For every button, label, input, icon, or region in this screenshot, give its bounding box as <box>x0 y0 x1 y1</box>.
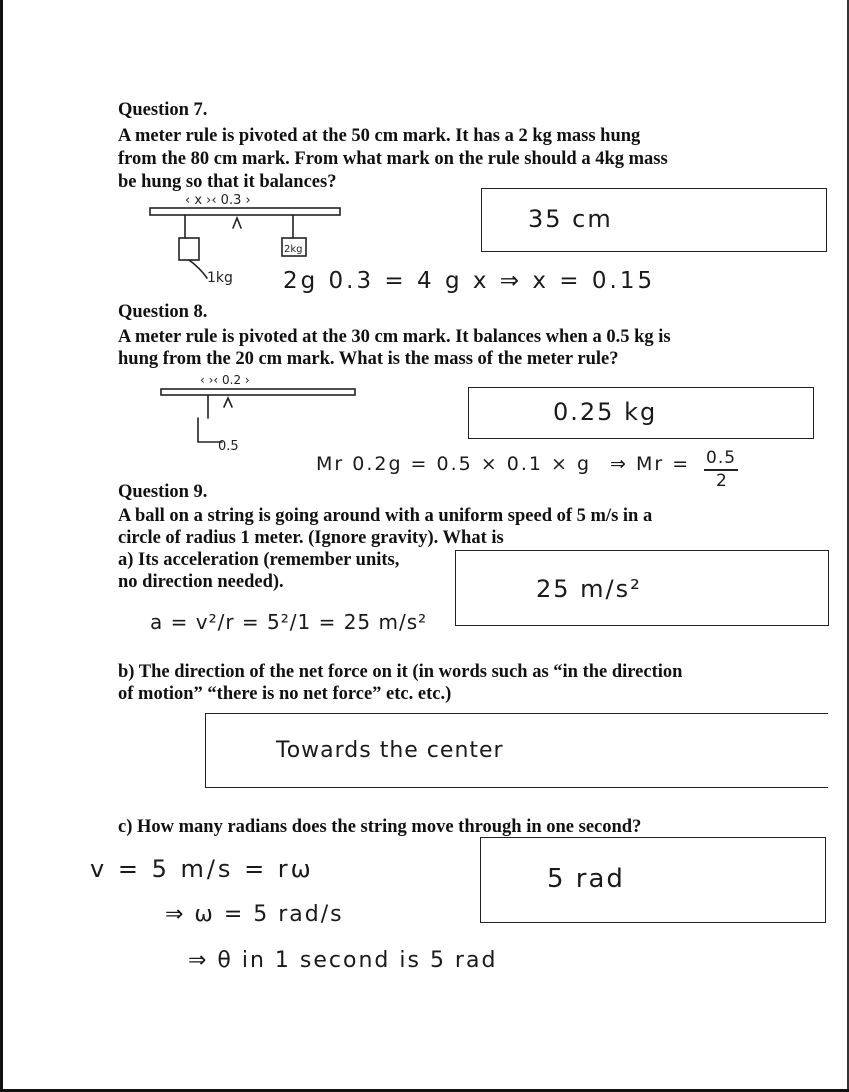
page-border-left <box>0 0 3 1092</box>
q9c-work-line-2: ⇒ ω = 5 rad/s <box>165 902 344 927</box>
q7-work: 2g 0.3 = 4 g x ⇒ x = 0.15 <box>283 268 656 294</box>
q9a-line-1: a) Its acceleration (remember units, <box>118 550 400 570</box>
q9b-answer: Towards the center <box>276 738 504 763</box>
q8-sketch <box>158 370 368 455</box>
q7-answer: 35 cm <box>528 205 613 233</box>
q9-title: Question 9. <box>118 482 208 502</box>
q7-line-1: A meter rule is pivoted at the 50 cm mark. It has a 2 kg mass hung <box>118 126 641 146</box>
q8-line-1: A meter rule is pivoted at the 30 cm mark. It balances when a 0.5 kg is <box>118 327 671 347</box>
q7-answer-box <box>481 188 827 252</box>
q9b-line-2: of motion” “there is no net force” etc. etc.) <box>118 684 452 704</box>
q7-mass-pointer <box>189 260 207 278</box>
q7-mass-1kg-label: 1kg <box>207 270 233 286</box>
q9c-work-line-1: v = 5 m/s = rω <box>90 855 314 883</box>
q8-work: Mr 0.2g = 0.5 × 0.1 × g <box>316 453 592 475</box>
q9a-line-2: no direction needed). <box>118 572 284 592</box>
q8-title: Question 8. <box>118 302 208 322</box>
q8-meter-rule <box>161 389 355 395</box>
q7-sketch-distance-label: ‹ x ›‹ 0.3 › <box>185 193 251 208</box>
q7-line-2: from the 80 cm mark. From what mark on the rule should a 4kg mass <box>118 149 668 169</box>
q8-line-2: hung from the 20 cm mark. What is the mass of the meter rule? <box>118 349 619 369</box>
q8-fraction-denominator: 2 <box>716 471 729 491</box>
q7-meter-rule <box>150 208 340 215</box>
q8-answer-box <box>468 387 814 439</box>
q7-title: Question 7. <box>118 100 208 120</box>
q9c-line: c) How many radians does the string move through in one second? <box>118 817 642 837</box>
q9-line-1: A ball on a string is going around with a uniform speed of 5 m/s in a <box>118 506 653 526</box>
q7-mass-left <box>179 238 199 260</box>
q7-line-3: be hung so that it balances? <box>118 172 337 192</box>
q8-fraction-numerator: 0.5 <box>706 448 737 468</box>
q9a-answer-box <box>455 550 829 626</box>
q8-sketch-distance-label: ‹ ›‹ 0.2 › <box>200 373 250 387</box>
q7-pivot-caret <box>233 218 241 228</box>
q9c-work-line-3: ⇒ θ in 1 second is 5 rad <box>188 948 498 973</box>
q9a-work: a = v²/r = 5²/1 = 25 m/s² <box>150 610 428 634</box>
q9b-line-1: b) The direction of the net force on it (in words such as “in the direction <box>118 662 683 682</box>
q8-pivot-caret <box>224 398 232 407</box>
q9-line-2: circle of radius 1 meter. (Ignore gravity). What is <box>118 528 504 548</box>
q8-mass-label: 0.5 <box>218 439 239 454</box>
q8-answer: 0.25 kg <box>553 398 658 426</box>
q8-work-result: ⇒ Mr = <box>610 453 691 475</box>
q9c-answer-box <box>480 837 826 923</box>
q9a-answer: 25 m/s² <box>536 575 642 603</box>
q7-mass-2kg-label: 2kg <box>284 244 303 255</box>
q9c-answer: 5 rad <box>547 864 625 894</box>
q9b-answer-box <box>205 713 828 788</box>
